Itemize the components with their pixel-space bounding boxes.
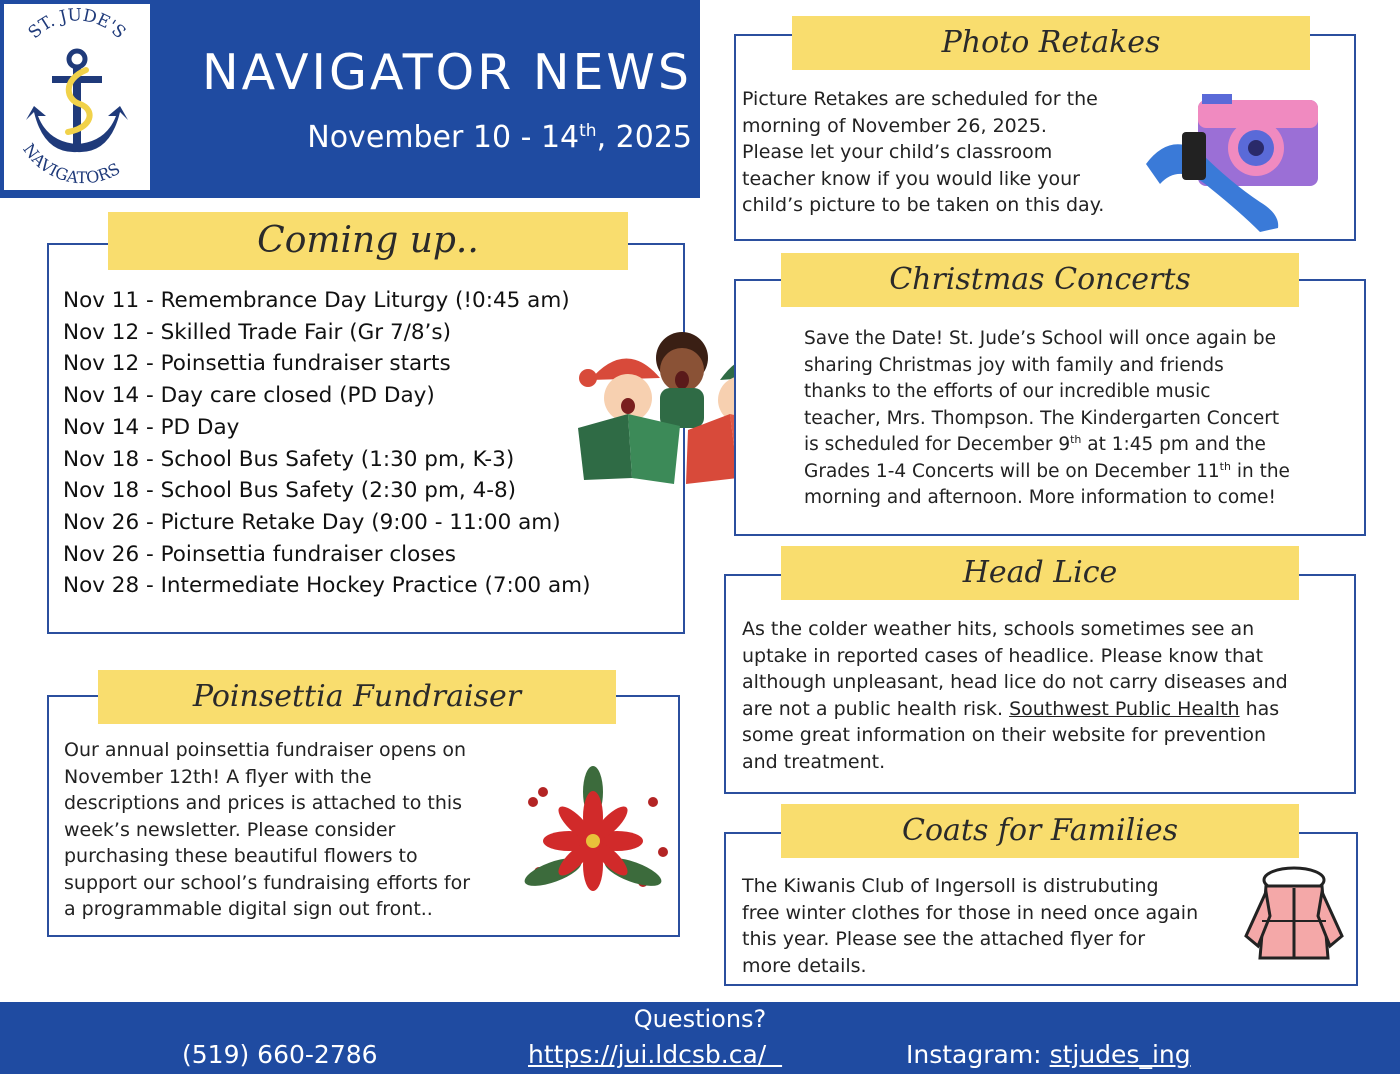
list-item: Nov 26 - Poinsettia fundraiser closes xyxy=(63,541,456,567)
school-logo xyxy=(4,4,150,190)
instagram-contact: Instagram: stjudes_ing xyxy=(906,1040,1191,1069)
svg-text:ST. JUDE'S: ST. JUDE'S xyxy=(24,5,130,43)
svg-text:NAVIGATORS: NAVIGATORS xyxy=(19,139,124,188)
coats-text: The Kiwanis Club of Ingersoll is distrubuting free winter clothes for those in need once again this year. Please see the attached flyer for more details. xyxy=(742,875,1199,977)
concerts-heading: Christmas Concerts xyxy=(781,253,1299,307)
list-item: Nov 28 - Intermediate Hockey Practice (7:00 am) xyxy=(63,573,591,599)
head-lice-heading: Head Lice xyxy=(781,546,1299,600)
camera-icon xyxy=(1140,92,1320,234)
newsletter-date: November 10 - 14th, 2025 xyxy=(307,120,692,155)
list-item: Nov 12 - Poinsettia fundraiser starts xyxy=(63,351,451,377)
list-item: Nov 18 - School Bus Safety (2:30 pm, 4-8) xyxy=(63,478,517,504)
list-item: Nov 26 - Picture Retake Day (9:00 - 11:00 am) xyxy=(63,509,561,535)
list-item: Nov 14 - PD Day xyxy=(63,414,240,440)
footer-bar xyxy=(0,1002,1400,1074)
coats-heading: Coats for Families xyxy=(781,804,1299,858)
concerts-text: Save the Date! St. Jude’s School will once again be sharing Christmas joy with family and friends thanks to the efforts of our incredible music teacher, Mrs. Thompson. The Kindergarten Concert is scheduled for December 9th at 1:45 pm and the Grades 1-4 Concerts will be on December 11th in the morning and afternoon. More information to come! xyxy=(804,328,1290,508)
poinsettia-text: Our annual poinsettia fundraiser opens on November 12th! A flyer with the descriptions and prices is attached to this week’s newsletter. Please consider purchasing these beautiful flowers to support our school’s fundraising efforts for a programmable digital sign out front.. xyxy=(64,739,471,920)
list-item: Nov 11 - Remembrance Day Liturgy (!0:45 am) xyxy=(63,288,570,313)
poinsettia-flower-icon xyxy=(513,762,673,914)
winter-coat-icon xyxy=(1242,866,1346,966)
instagram-link[interactable]: stjudes_ing xyxy=(1049,1040,1191,1069)
head-lice-text: As the colder weather hits, schools sometimes see an uptake in reported cases of headlice. Please know that although unpleasant, head lice do not carry diseases and are not a public health risk. Southwest Public Health has some great information on their website for prevention and treatment. xyxy=(742,618,1288,773)
phone-number[interactable]: (519) 660-2786 xyxy=(182,1040,378,1069)
coming-up-heading: Coming up.. xyxy=(108,212,628,270)
questions-label: Questions? xyxy=(633,1005,767,1033)
anchor-logo-icon xyxy=(4,4,150,190)
events-list xyxy=(63,285,590,602)
website-link[interactable]: https://jui.ldcsb.ca/ xyxy=(528,1040,783,1069)
list-item: Nov 18 - School Bus Safety (1:30 pm, K-3) xyxy=(63,446,515,472)
southwest-public-health-link[interactable]: Southwest Public Health xyxy=(1009,697,1240,720)
list-item: Nov 14 - Day care closed (PD Day) xyxy=(63,383,435,409)
list-item: Nov 12 - Skilled Trade Fair (Gr 7/8’s) xyxy=(63,319,451,345)
photo-retakes-text: Picture Retakes are scheduled for the morning of November 26, 2025. Please let your child’s classroom teacher know if you would like your child’s picture to be taken on this day. xyxy=(742,88,1105,216)
poinsettia-heading: Poinsettia Fundraiser xyxy=(98,670,616,724)
photo-retakes-heading: Photo Retakes xyxy=(792,16,1310,70)
header-banner xyxy=(0,0,700,198)
newsletter-title: NAVIGATOR NEWS xyxy=(202,44,692,101)
